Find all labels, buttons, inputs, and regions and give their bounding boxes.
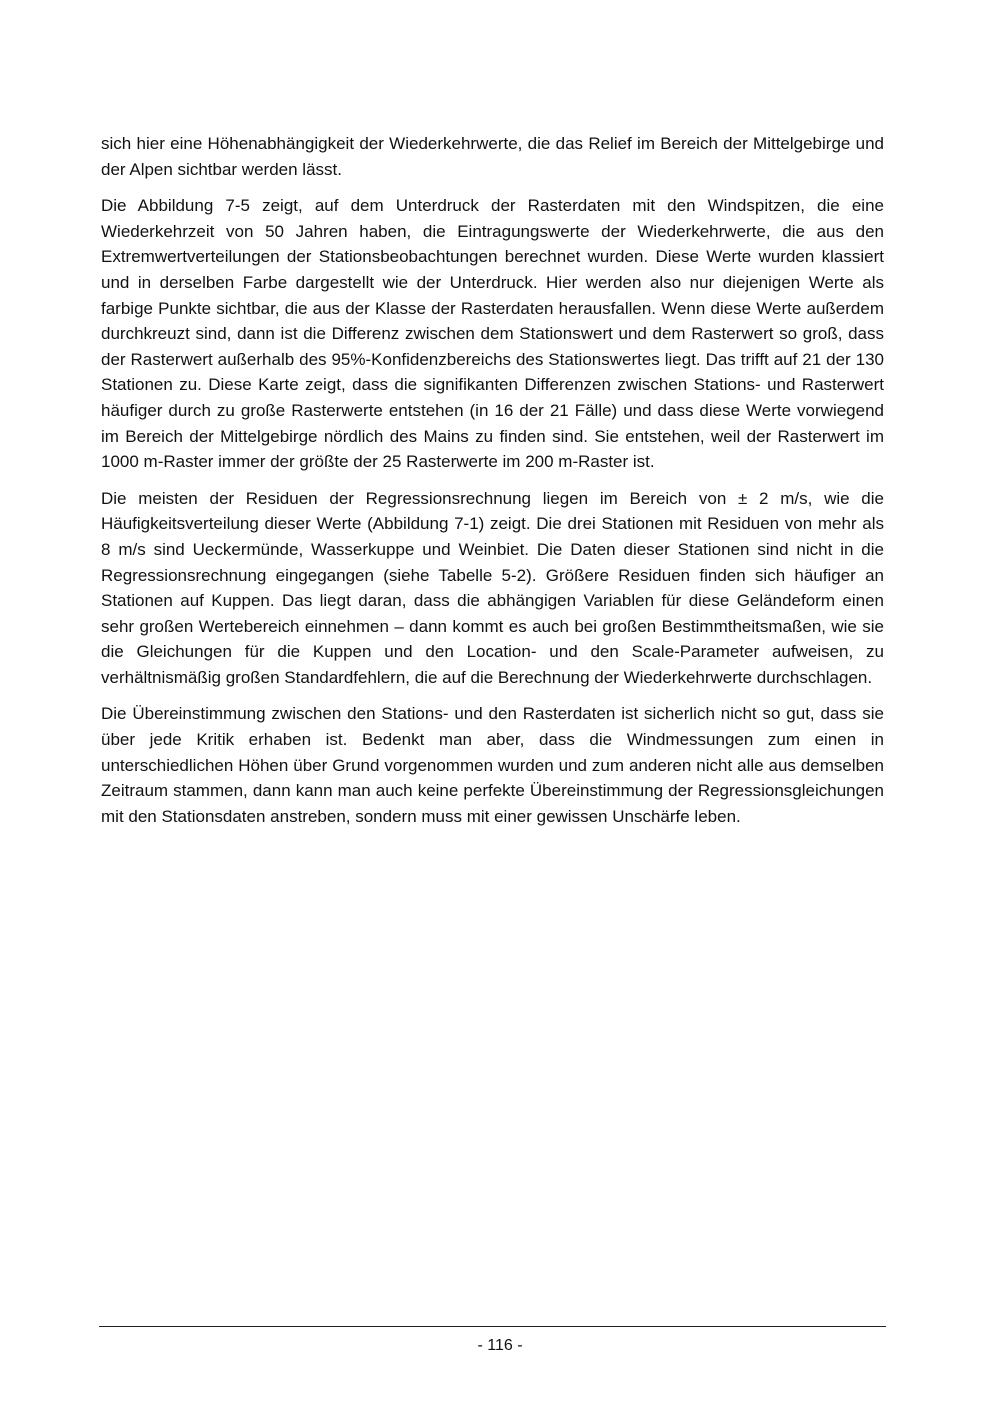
body-text: [101, 131, 884, 840]
footer-divider: [99, 1326, 886, 1327]
paragraph-2: Die Abbildung 7-5 zeigt, auf dem Unterdruck der Rasterdaten mit den Windspitzen, die eine Wiederkehrzeit von 50 Jahren haben, die Eintragungswerte der Wiederkehrwerte, die aus den Extremwertverteilungen der Stationsbeobachtungen berechnet wurden. Diese Werte wurden klassiert und in derselben Farbe dargestellt wie der Unterdruck. Hier werden also nur diejenigen Werte als farbige Punkte sichtbar, die aus der Klasse der Rasterdaten herausfallen. Wenn diese Werte außerdem durchkreuzt sind, dann ist die Differenz zwischen dem Stationswert und dem Rasterwert so groß, dass der Rasterwert außerhalb des 95%-Konfidenzbereichs des Stationswertes liegt. Das trifft auf 21 der 130 Stationen zu. Diese Karte zeigt, dass die signifikanten Differenzen zwischen Stations- und Rasterwert häufiger durch zu große Rasterwerte entstehen (in 16 der 21 Fälle) und dass diese Werte vorwiegend im Bereich der Mittelgebirge nördlich des Mains zu finden sind. Sie entstehen, weil der Rasterwert im 1000 m-Raster immer der größte der 25 Rasterwerte im 200 m-Raster ist.: [101, 196, 884, 472]
paragraph-1: sich hier eine Höhenabhängigkeit der Wiederkehrwerte, die das Relief im Bereich der Mittelgebirge und der Alpen sichtbar werden lässt.: [101, 134, 884, 179]
page-number: - 116 -: [477, 1337, 523, 1354]
paragraph-3: Die meisten der Residuen der Regressionsrechnung liegen im Bereich von ± 2 m/s, wie die Häufigkeitsverteilung dieser Werte (Abbildung 7-1) zeigt. Die drei Stationen mit Residuen von mehr als 8 m/s sind Ueckermünde, Wasserkuppe und Weinbiet. Die Daten dieser Stationen sind nicht in die Regressionsrechnung eingegangen (siehe Tabelle 5-2). Größere Residuen finden sich häufiger an Stationen auf Kuppen. Das liegt daran, dass die abhängigen Variablen für diese Geländeform einen sehr großen Wertebereich einnehmen – dann kommt es auch bei großen Bestimmtheitsmaßen, wie sie die Gleichungen für die Kuppen und den Location- und den Scale-Parameter aufweisen, zu verhältnismäßig großen Standardfehlern, die auf die Berechnung der Wiederkehrwerte durchschlagen.: [101, 488, 884, 687]
paragraph-4: Die Übereinstimmung zwischen den Stations- und den Rasterdaten ist sicherlich nicht so gut, dass sie über jede Kritik erhaben ist. Bedenkt man aber, dass die Windmessungen zum einen in unterschiedlichen Höhen über Grund vorgenommen wurden und zum anderen nicht alle aus demselben Zeitraum stammen, dann kann man auch keine perfekte Übereinstimmung der Regressionsgleichungen mit den Stationsdaten anstreben, sondern muss mit einer gewissen Unschärfe leben.: [101, 704, 884, 826]
